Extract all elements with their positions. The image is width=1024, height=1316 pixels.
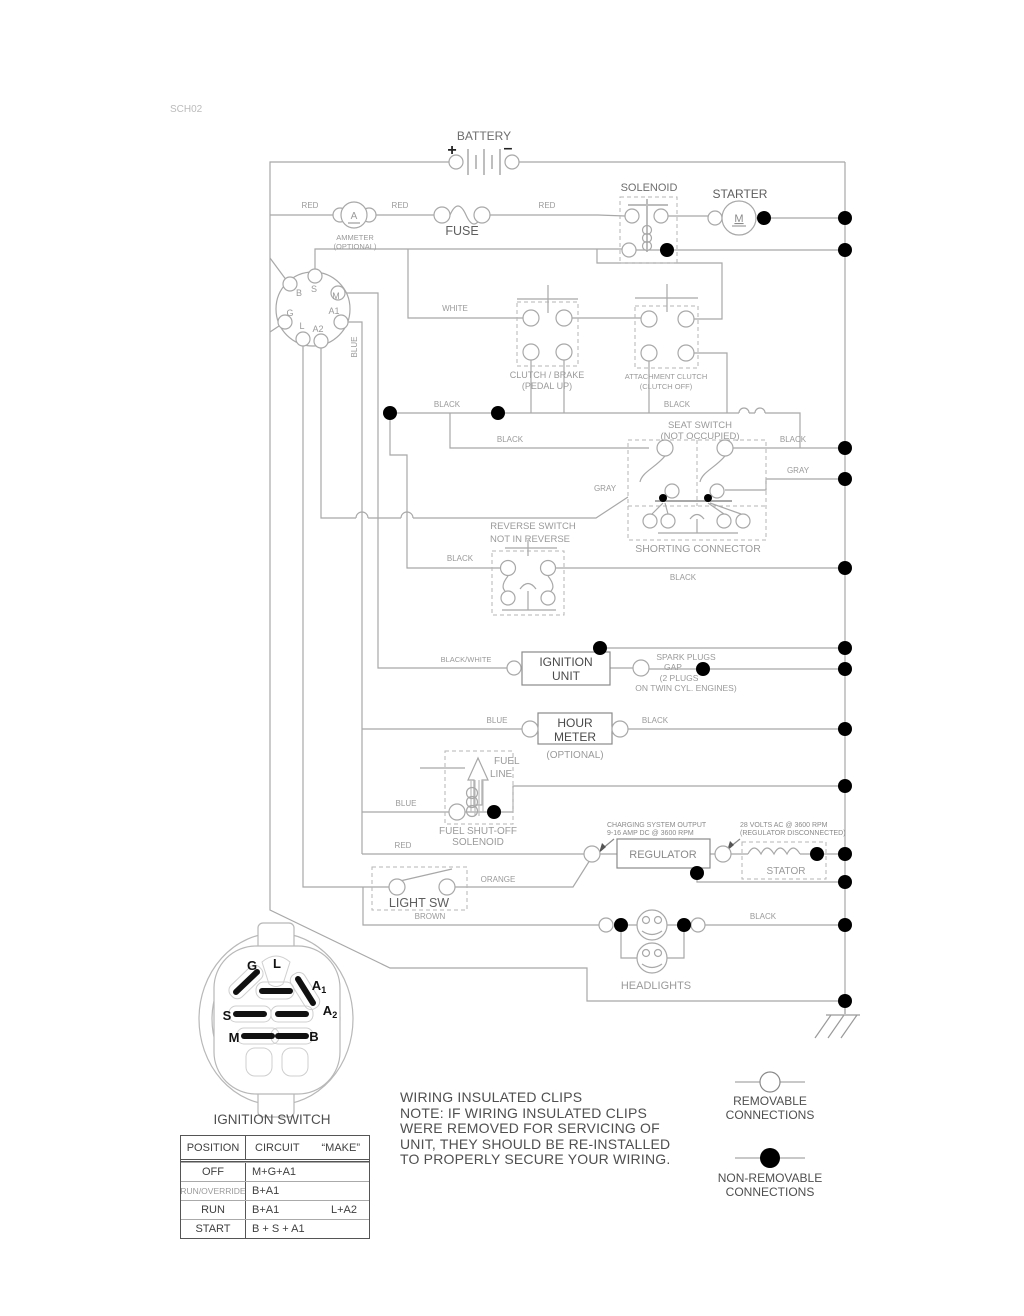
row-circuit: B+A1 xyxy=(252,1204,280,1216)
row-position: START xyxy=(181,1220,246,1238)
wire-m-terminal xyxy=(345,293,507,668)
ignition-switch-title: IGNITION SWITCH xyxy=(213,1112,331,1127)
clutch-brake-label: CLUTCH / BRAKE xyxy=(509,370,585,380)
wire-l-terminal xyxy=(303,346,389,887)
fuel-solenoid-sub: SOLENOID xyxy=(452,837,504,848)
wire-label-gray: GRAY xyxy=(593,484,617,493)
wire-orange xyxy=(455,860,590,887)
wire-b-stub xyxy=(270,258,287,281)
switch-pin-s: S xyxy=(222,1008,232,1023)
wire-label-blue: BLUE xyxy=(486,716,508,725)
legend-nonremovable-1: NON-REMOVABLE xyxy=(717,1171,823,1185)
hour-meter-sub: METER xyxy=(554,730,596,744)
switch-pin-b: B xyxy=(309,1029,319,1044)
wire-ignition-top xyxy=(600,648,845,652)
legend-removable-2: CONNECTIONS xyxy=(725,1108,815,1122)
ammeter-label: AMMETER xyxy=(336,233,374,242)
pin-l: L xyxy=(299,321,305,331)
battery-minus: – xyxy=(503,140,513,157)
wire-fuel-return xyxy=(465,786,845,812)
table-row xyxy=(181,1181,369,1200)
wire-label-black: BLACK xyxy=(446,554,474,563)
ignition-switch-drawing xyxy=(199,923,353,1127)
wire-label-white: WHITE xyxy=(442,304,468,313)
wire-label-blue: BLUE xyxy=(395,799,417,808)
note-line: TO PROPERLY SECURE YOUR WIRING. xyxy=(400,1151,671,1168)
seat-switch-dividers xyxy=(628,440,766,506)
seat-switch-sub: (NOT OCCUPIED) xyxy=(660,431,740,442)
removable-connection-icon xyxy=(760,1072,780,1092)
switch-pin-g: G xyxy=(246,958,258,973)
attachment-clutch-label: ATTACHMENT CLUTCH xyxy=(624,372,708,381)
fuse-label: FUSE xyxy=(445,224,479,238)
clutch-brake-sub: (PEDAL UP) xyxy=(521,381,573,391)
pin-g: G xyxy=(286,308,294,318)
wire-headlights xyxy=(621,925,838,958)
circuit-make-table xyxy=(180,1135,370,1239)
switch-pin-a1: $A_1$ xyxy=(311,978,327,995)
note-line: UNIT, THEY SHOULD BE RE-INSTALLED xyxy=(400,1135,671,1152)
header-position: POSITION xyxy=(181,1136,246,1159)
wire-label-black-white: BLACK/WHITE xyxy=(440,655,492,664)
wire-label-black: BLACK xyxy=(641,716,669,725)
wire-label-black: BLACK xyxy=(779,435,807,444)
battery-cells xyxy=(468,149,500,175)
wire-s-terminal xyxy=(315,249,622,269)
pin-a2: A2 xyxy=(312,324,324,334)
wire-label-black: BLACK xyxy=(749,912,777,921)
non-removable-connection-icon xyxy=(760,1148,780,1168)
wire-label-black: BLACK xyxy=(433,400,461,409)
battery-plus: + xyxy=(447,142,457,159)
wire-label-black: BLACK xyxy=(663,400,691,409)
spark-plugs-1: SPARK PLUGS xyxy=(656,652,716,662)
charging-label-2: 9-16 AMP DC @ 3600 RPM xyxy=(607,830,694,837)
wire-label-red: RED xyxy=(538,201,556,210)
volts-label-2: (REGULATOR DISCONNECTED) xyxy=(740,830,846,837)
wire-label-black: BLACK xyxy=(496,435,524,444)
table-row xyxy=(181,1162,369,1181)
attachment-clutch-sub: (CLUTCH OFF) xyxy=(639,382,693,391)
reverse-switch-sub: NOT IN REVERSE xyxy=(489,534,571,545)
row-position: OFF xyxy=(181,1163,246,1181)
fuel-line-label: FUEL xyxy=(494,756,520,767)
fuel-solenoid-label: FUEL SHUT-OFF xyxy=(439,826,517,837)
header-make: “MAKE” xyxy=(321,1141,360,1154)
note-line: WIRING INSULATED CLIPS xyxy=(400,1089,583,1105)
wiring-note xyxy=(400,1090,670,1168)
wire-label-blue: BLUE xyxy=(350,336,359,358)
pin-a1: A1 xyxy=(328,306,340,316)
wire-label-gray: GRAY xyxy=(786,466,810,475)
volts-label-1: 28 VOLTS AC @ 3600 RPM xyxy=(740,822,828,829)
hour-meter-label: HOUR xyxy=(557,716,593,730)
wires xyxy=(270,162,860,1038)
ammeter-symbol: A xyxy=(350,211,358,222)
ammeter-optional: (OPTIONAL) xyxy=(333,242,377,251)
table-row xyxy=(181,1200,369,1219)
spark-plugs-4: ON TWIN CYL. ENGINES) xyxy=(635,683,737,693)
switch-pin-l: L xyxy=(273,956,281,971)
starter-label: STARTER xyxy=(712,187,768,201)
wire-reverse-left xyxy=(390,413,500,568)
doc-code: SCH02 xyxy=(170,104,203,115)
seat-switch-label: SEAT SWITCH xyxy=(667,420,733,431)
legend xyxy=(718,1072,822,1199)
note-line: WERE REMOVED FOR SERVICING OF xyxy=(400,1120,660,1137)
seat-arms xyxy=(640,456,725,482)
wire-label-orange: ORANGE xyxy=(480,875,516,884)
ignition-unit-label: IGNITION xyxy=(539,655,593,669)
row-circuit: B + S + A1 xyxy=(252,1223,305,1235)
row-position: RUN xyxy=(181,1201,246,1219)
stator-label: STATOR xyxy=(766,866,806,877)
wire-a1-blue xyxy=(348,322,584,854)
solenoid-label: SOLENOID xyxy=(620,182,678,194)
pin-b: B xyxy=(295,288,303,298)
attachment-plunger xyxy=(635,284,698,312)
wire-label-red: RED xyxy=(394,841,412,850)
reverse-switch-label: REVERSE SWITCH xyxy=(490,521,576,532)
wire-label-red: RED xyxy=(391,201,409,210)
legend-nonremovable-2: CONNECTIONS xyxy=(725,1185,815,1199)
symbol-underlines xyxy=(348,223,746,226)
fuel-line-sub: LINE xyxy=(490,769,513,780)
stator-coil xyxy=(748,848,800,854)
header-circuit: CIRCUIT xyxy=(255,1141,300,1154)
row-circuit: B+A1 xyxy=(252,1185,280,1197)
headlights-label: HEADLIGHTS xyxy=(620,980,692,992)
wire-label-brown: BROWN xyxy=(414,912,446,921)
ground-symbol xyxy=(815,1008,860,1038)
spark-plugs-2: GAP xyxy=(664,662,682,672)
wire-attach-feed xyxy=(597,249,722,319)
row-position: RUN/OVERRIDE xyxy=(181,1182,246,1200)
table-header-row xyxy=(181,1136,369,1162)
pin-s: S xyxy=(310,284,318,294)
starter-symbol: M xyxy=(734,213,744,225)
clutch-plunger xyxy=(517,285,578,313)
wire-label-red: RED xyxy=(301,201,319,210)
regulator-label: REGULATOR xyxy=(629,849,697,861)
wire-gray-right xyxy=(725,479,838,490)
wire-label-black: BLACK xyxy=(669,573,697,582)
wire-left-bus xyxy=(270,162,838,1001)
switch-pin-a2: $A_2$ xyxy=(322,1003,338,1020)
switch-pin-m: M xyxy=(228,1030,240,1045)
ignition-unit-sub: UNIT xyxy=(552,669,580,683)
battery-label: BATTERY xyxy=(456,129,512,143)
row-circuit: M+G+A1 xyxy=(252,1166,297,1178)
legend-removable-1: REMOVABLE xyxy=(733,1094,807,1108)
table-row xyxy=(181,1219,369,1238)
pin-m: M xyxy=(332,291,340,301)
row-circuit-extra: L+A2 xyxy=(331,1204,357,1216)
light-switch-label: LIGHT SW xyxy=(388,896,450,910)
charging-label-1: CHARGING SYSTEM OUTPUT xyxy=(607,822,707,829)
shorting-connector-label: SHORTING CONNECTOR xyxy=(635,543,761,555)
hour-meter-optional: (OPTIONAL) xyxy=(546,750,604,761)
spark-plugs-3: (2 PLUGS xyxy=(659,673,699,683)
note-line: NOTE: IF WIRING INSULATED CLIPS xyxy=(400,1104,648,1121)
wire-g-stub xyxy=(270,326,279,332)
